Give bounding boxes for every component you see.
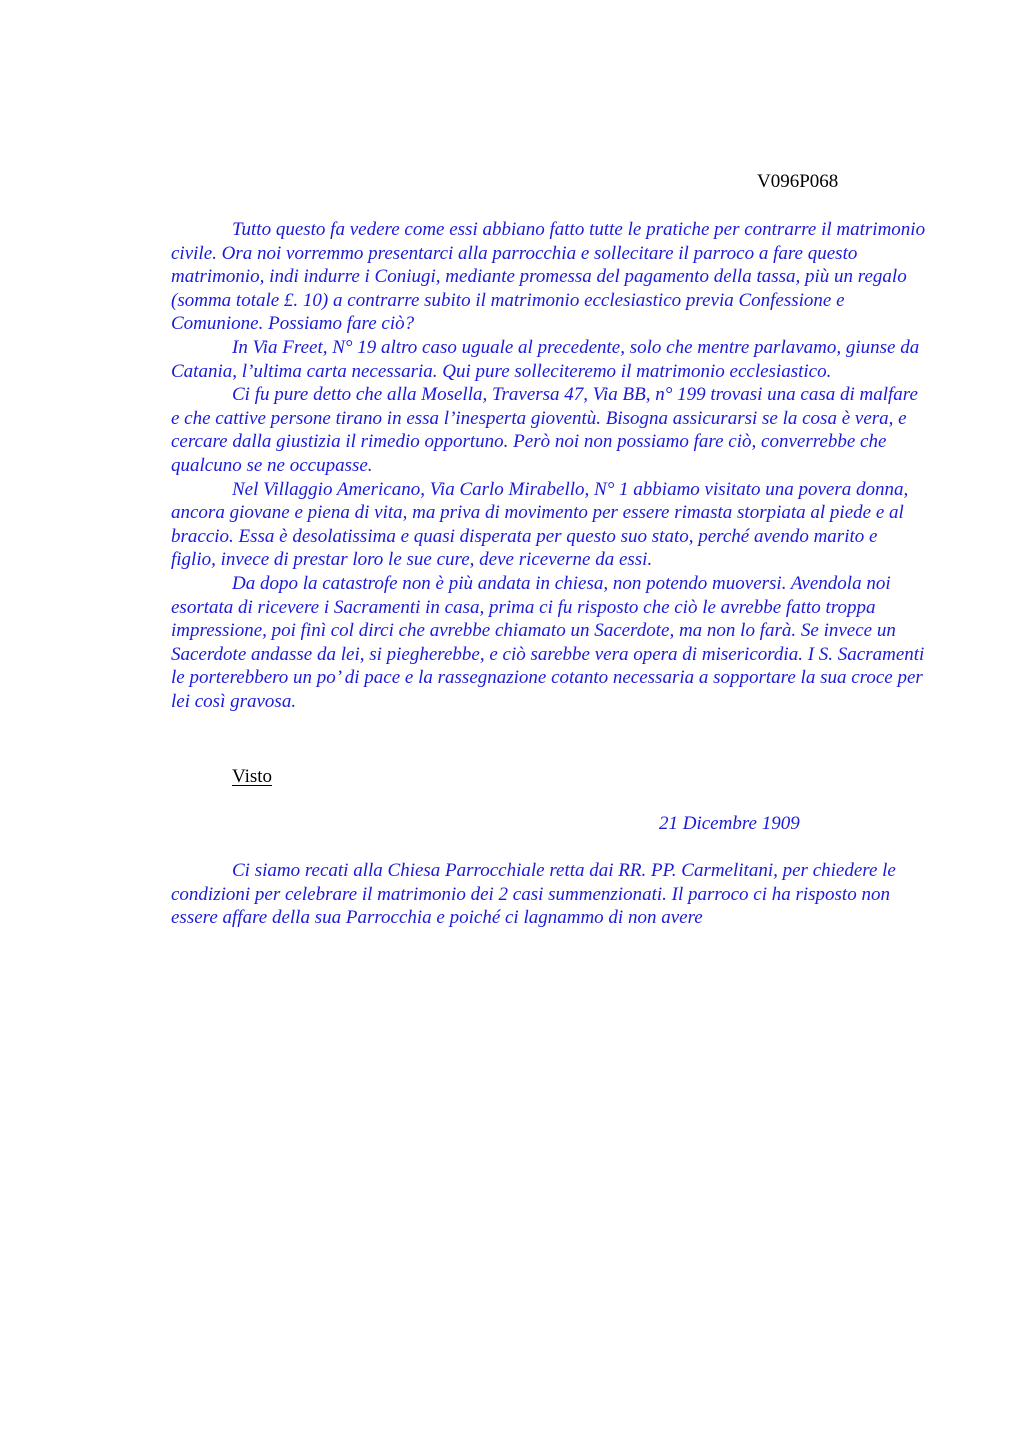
paragraph: Tutto questo fa vedere come essi abbiano fatto tutte le pratiche per contrarre il matrimonio civile. Ora noi vorremmo presentarci alla parrocchia e sollecitare il parroco a fare questo matrimonio, indi indurre i Coniugi, mediante promessa del pagamento della tassa, più un regalo (somma totale £. 10) a contrarre subito il matrimonio ecclesiastico previa Confessione e Comunione. Possiamo fare ciò? [171,219,926,335]
paragraph: Ci fu pure detto che alla Mosella, Traversa 47, Via BB, n° 199 trovasi una casa di malfare e che cattive persone tirano in essa l’inesperta gioventù. Bisogna assicurarsi se la cosa è vera, e cercare dalla giustizia il rimedio opportuno. Però noi non possiamo fare ciò, converrebbe che qualcuno se ne occupasse. [171,384,918,476]
entry-date: 21 Dicembre 1909 [659,813,800,834]
letter-body [171,218,927,713]
page-code: V096P068 [757,171,839,192]
paragraph: Nel Villaggio Americano, Via Carlo Mirabello, N° 1 abbiamo visitato una povera donna, ancora giovane e piena di vita, ma priva di movimento per essere rimasta storpiata al piede e al braccio. Essa è desolatissima e quasi disperata per questo suo stato, perché avendo marito e figlio, invece di prestar loro le sue cure, deve riceverne da essi. [171,478,909,571]
paragraph: Da dopo la catastrofe non è più andata in chiesa, non potendo muoversi. Avendola noi esortata di ricevere i Sacramenti in casa, prima ci fu risposto che ciò le avrebbe fatto troppa impressione, poi finì col dirci che avrebbe chiamato un Sacerdote, ma non lo farà. Se invece un Sacerdote andasse da lei, si piegherebbe, e ciò sarebbe vera opera di misericordia. I S. Sacramenti le porterebbero un po’ di pace e la rassegnazione cotanto necessaria a sopportare la sua croce per lei così gravosa. [171,572,925,712]
visto-label: Visto [232,766,273,787]
paragraph: In Via Freet, N° 19 altro caso uguale al precedente, solo che mentre parlavamo, giunse da Catania, l’ultima carta necessaria. Qui pure solleciteremo il matrimonio ecclesiastico. [171,336,920,382]
closing-body [171,859,927,930]
paragraph: Ci siamo recati alla Chiesa Parrocchiale retta dai RR. PP. Carmelitani, per chiedere le condizioni per celebrare il matrimonio dei 2 casi summenzionati. Il parroco ci ha risposto non essere affare della sua Parrocchia e poiché ci lagnammo di non avere [171,860,896,929]
